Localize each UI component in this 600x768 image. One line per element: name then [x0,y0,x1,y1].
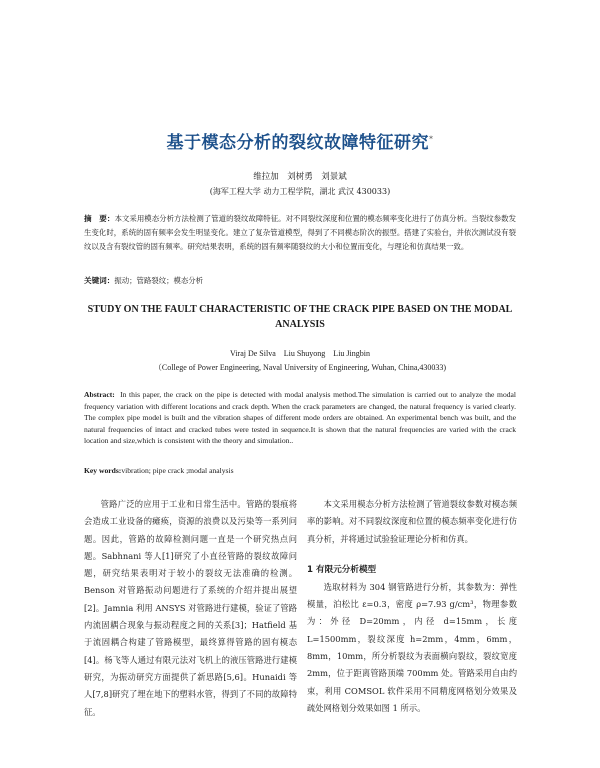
en-title: STUDY ON THE FAULT CHARACTERISTIC OF THE CRACK PIPE BASED ON THE MODAL ANALYSIS [87,304,513,330]
intro-paragraph: 管路广泛的应用于工业和日常生活中。管路的裂痕将会造成工业设备的瘫痪，资源的浪费以及污染等一系列问题。因此，管路的故障检测问题一直是一个研究热点问题。Sabhnani 等人[1]研究了小直径管路的裂纹故障问题，研究结果表明对于较小的裂纹无法准确的检测。Benson 对管路振动问题进行了系统的介绍并提出展望[2]。Jamnia 利用 ANSYS 对管路进行建模，验证了管路内流固耦合现象与振动程度之间的关系[3]；Hatfield 基于流固耦合构建了管路模型，最终算得管路的固有模态[4]。杨飞等人通过有限元法对飞机上的液压管路进行建模研究，为振动研究方面提供了新思路[5,6]。Hunaidi 等人[7,8]研究了埋在地下的塑料水管，得到了不同的故障特征。 [84,499,297,717]
en-abstract-label: Abstract: [84,390,115,399]
cn-title-text: 基于模态分析的裂纹故障特征研究 [166,133,429,153]
cn-keywords [84,274,516,288]
cn-keywords-text: 振动；管路裂纹；模态分析 [114,276,204,285]
model-paragraph: 选取材料为 304 钢管路进行分析，其参数为：弹性模量，泊松比 ε=0.3，密度 ρ=7.93 g/cm³，物理参数为：外径 D=20mm，内径 d=15mm，长度 L=1500mm，裂纹深度 h=2mm，4mm，6mm，8mm，10mm，所分析裂纹为表面横向裂纹，裂纹宽度 2mm，位于距离管路顶端 700mm 处。管路采用自由约束，利用 COMSOL 软件采用不同精度网格划分效果及疏处网格划分效果如图 1 所示。 [307,581,517,713]
en-keywords [84,465,516,477]
body-right-column [307,496,517,717]
cn-abstract [84,212,516,254]
body-left-column [84,496,297,721]
section-1-heading: 1 有限元分析模型 [307,564,377,575]
cn-abstract-label: 摘 要： [84,214,115,223]
en-keywords-label: Key words: [84,466,122,475]
cn-title [0,128,600,153]
en-authors: Viraj De Silva Liu Shuyong Liu Jingbin [230,349,370,358]
en-abstract [84,389,516,447]
scope-paragraph: 本文采用模态分析方法检测了管道裂纹参数对模态频率的影响。对不同裂纹深度和位置的模态频率变化进行仿真分析，并将通过试验验证理论分析和仿真。 [307,499,517,544]
title-footnote-mark: * [429,134,434,144]
cn-abstract-text: 本文采用模态分析方法检测了管道的裂纹故障特征。对不同裂纹深度和位置的模态频率变化进行了仿真分析。当裂纹参数发生变化时，系统的固有频率会发生明显变化。建立了复杂管道模型，得到了不同模态阶次的振型。搭建了实验台，并依次测试没有裂纹以及含有裂纹管的固有频率。研究结果表明，系统的固有频率随裂纹的大小和位置而变化，与理论和仿真结果一致。 [84,214,517,251]
cn-authors: 维拉加 刘树勇 刘景斌 [253,172,347,182]
en-keywords-text: vibration; pipe crack ;modal analysis [121,466,234,475]
cn-affiliation: (海军工程大学 动力工程学院，湖北 武汉 430033) [209,187,391,196]
en-affiliation: （College of Power Engineering, Naval University of Engineering, Wuhan, China,430033) [153,363,447,372]
en-abstract-text: In this paper, the crack on the pipe is detected with modal analysis method.The simulation is carried out to analyze the modal frequency variation with different locations and crack depth. When the crack parameters are changed, the natural frequency is varied clearly. The complex pipe model is built and the vibration shapes of different mode orders are obtained. An experimental bench was built, and the natural frequencies of intact and cracked tubes were tested in sequence.It is shown that the natural frequencies are varied with the crack location and size,which is consistent with the theory and simulation.. [84,390,517,446]
cn-keywords-label: 关键词： [84,276,115,285]
